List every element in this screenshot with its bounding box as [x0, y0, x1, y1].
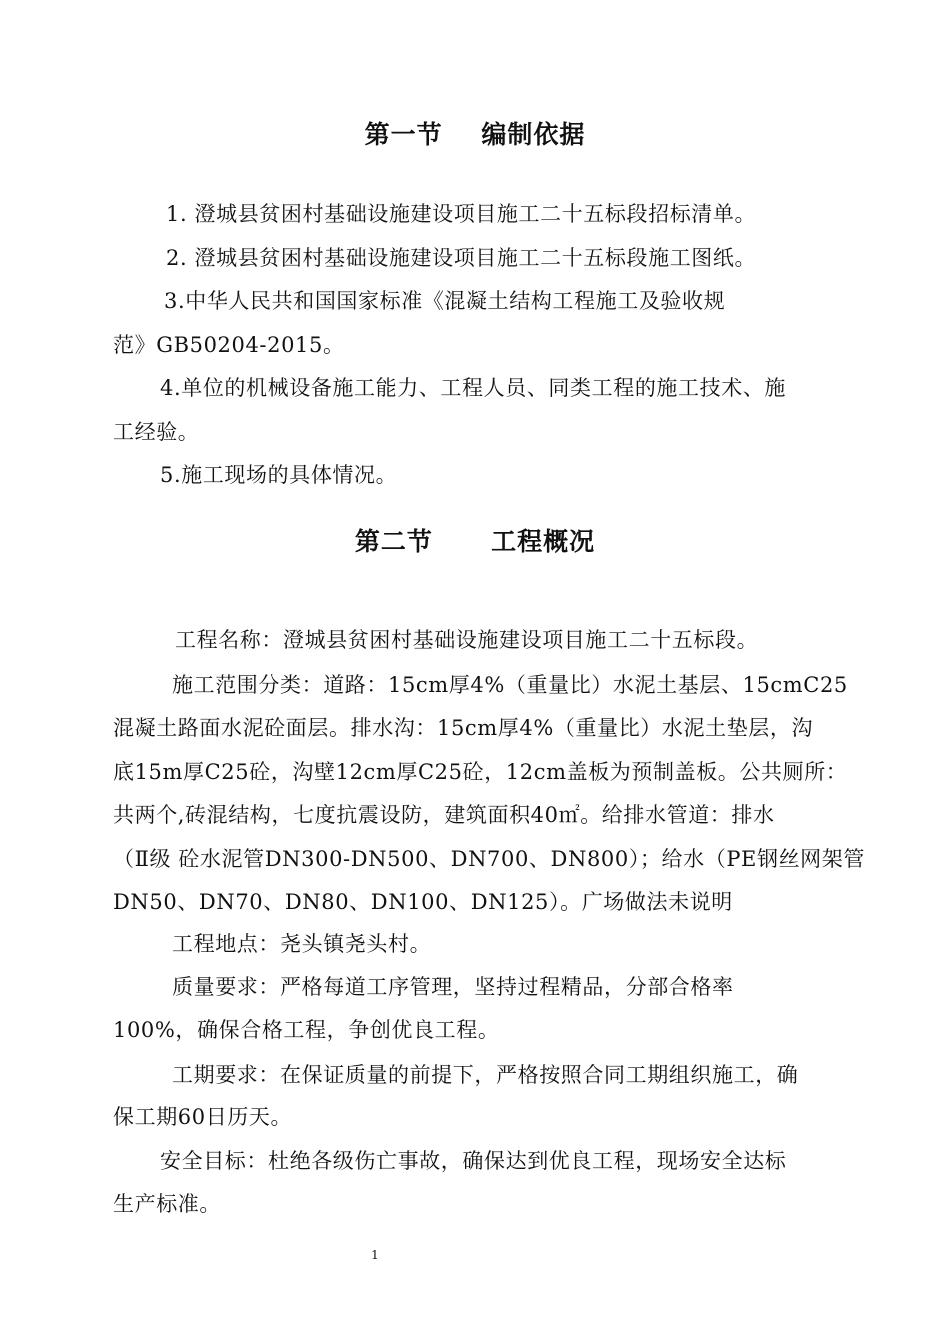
scope-line-5: （Ⅱ级 砼水泥管DN300-DN500、DN700、DN800）；给水（PE钢丝网架管: [113, 847, 865, 871]
quality-requirement-2: 100%，确保合格工程，争创优良工程。: [113, 1018, 500, 1042]
quality-requirement-1: 质量要求：严格每道工序管理，坚持过程精品，分部合格率: [172, 975, 734, 999]
scope-line-2: 混凝土路面水泥砼面层。排水沟：15cm厚4%（重量比）水泥土垫层，沟: [113, 716, 814, 740]
project-name: 工程名称：澄城县贫困村基础设施建设项目施工二十五标段。: [175, 628, 759, 652]
list-item-1: 1. 澄城县贫困村基础设施建设项目施工二十五标段招标清单。: [166, 202, 757, 226]
section2-title: 第二节 工程概况: [354, 527, 596, 556]
scope-line-4: 共两个,砖混结构，七度抗震设防，建筑面积40㎡。给排水管道：排水: [113, 803, 775, 827]
schedule-requirement-1: 工期要求：在保证质量的前提下，严格按照合同工期组织施工，确: [172, 1063, 799, 1087]
page-number: 1: [371, 1248, 379, 1262]
list-item-3: 3.中华人民共和国国家标准《混凝土结构工程施工及验收规: [164, 289, 726, 313]
safety-goal-2: 生产标准。: [113, 1192, 221, 1216]
list-item-4-continuation: 工经验。: [113, 420, 200, 444]
scope-line-1: 施工范围分类：道路：15cm厚4%（重量比）水泥土基层、15cmC25: [172, 673, 848, 697]
scope-line-6: DN50、DN70、DN80、DN100、DN125）。广场做法未说明: [113, 890, 733, 914]
list-item-5: 5.施工现场的具体情况。: [160, 463, 398, 487]
section1-title: 第一节 编制依据: [364, 120, 586, 149]
project-location: 工程地点：尧头镇尧头村。: [172, 932, 432, 956]
list-item-2: 2. 澄城县贫困村基础设施建设项目施工二十五标段施工图纸。: [166, 246, 757, 270]
safety-goal-1: 安全目标：杜绝各级伤亡事故，确保达到优良工程，现场安全达标: [160, 1149, 787, 1173]
list-item-4: 4.单位的机械设备施工能力、工程人员、同类工程的施工技术、施: [160, 376, 787, 400]
scope-line-3: 底15m厚C25砼，沟壁12cm厚C25砼，12cm盖板为预制盖板。公共厕所：: [113, 760, 848, 784]
list-item-3-continuation: 范》GB50204-2015。: [113, 333, 345, 357]
schedule-requirement-2: 保工期60日历天。: [113, 1105, 293, 1129]
